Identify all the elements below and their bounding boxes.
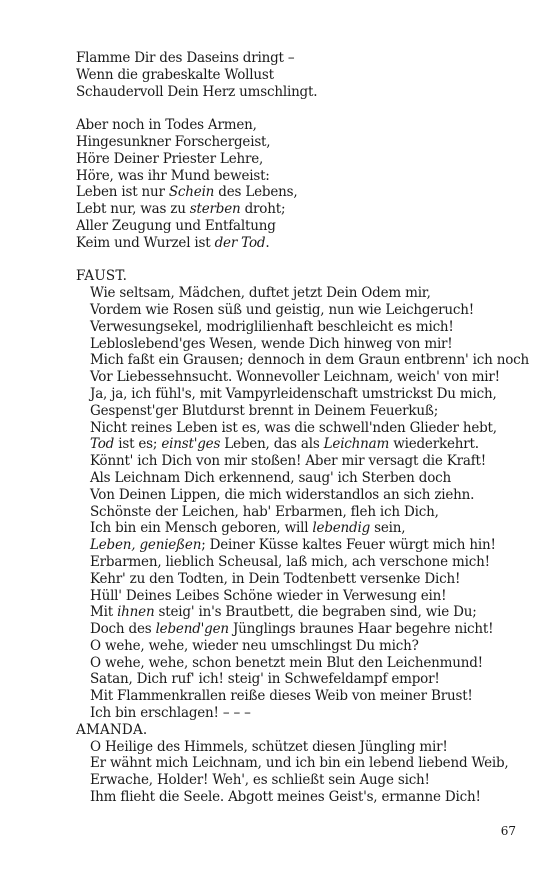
text-line xyxy=(90,386,516,403)
text-segment: Hüll' Deines Leibes Schöne wieder in Verwesung ein! xyxy=(90,587,447,604)
text-line xyxy=(90,403,516,420)
text-line xyxy=(76,151,516,168)
text-line xyxy=(90,621,516,638)
italic-text: lebend'gen xyxy=(155,621,229,638)
text-segment: wiederkehrt. xyxy=(389,436,479,453)
text-segment: Schönste der Leichen, hab' Erbarmen, fleh ich Dich, xyxy=(90,503,439,520)
text-segment: Lebloslebend'ges Wesen, wende Dich hinweg von mir! xyxy=(90,335,453,352)
text-segment: Ja, ja, ich fühl's, mit Vampyrleidenschaft umstrickst Du mich, xyxy=(90,385,497,402)
text-line xyxy=(90,537,516,554)
text-segment: ; Deiner Küsse kaltes Feuer würgt mich hin! xyxy=(201,537,496,554)
page-text xyxy=(76,50,530,806)
text-segment: ist es; xyxy=(114,436,162,453)
text-line xyxy=(90,705,516,722)
text-line xyxy=(90,420,516,437)
text-line xyxy=(90,739,516,756)
text-segment: Verwesungsekel, modriglilienhaft beschleicht es mich! xyxy=(90,318,454,335)
italic-text: der Tod xyxy=(214,234,266,251)
text-line xyxy=(76,201,516,218)
text-segment: Höre Deiner Priester Lehre, xyxy=(76,150,264,167)
italic-text: Leben, genießen xyxy=(90,537,202,554)
text-line xyxy=(90,638,516,655)
text-segment: O wehe, wehe, wieder neu umschlingst Du mich? xyxy=(90,637,419,654)
text-segment: Erbarmen, lieblich Scheusal, laß mich, ach verschone mich! xyxy=(90,553,490,570)
text-line xyxy=(90,688,516,705)
text-segment: O wehe, wehe, schon benetzt mein Blut den Leichenmund! xyxy=(90,654,483,671)
text-segment: Aber noch in Todes Armen, xyxy=(76,117,257,134)
stanza-gap xyxy=(76,100,516,117)
text-segment: Doch des xyxy=(90,621,156,638)
text-line xyxy=(90,369,516,386)
text-line xyxy=(90,336,516,353)
text-segment: Lebt nur, was zu xyxy=(76,201,190,218)
amanda-speech xyxy=(76,739,516,806)
text-line xyxy=(90,302,516,319)
text-line xyxy=(90,655,516,672)
text-segment: Ich bin ein Mensch geboren, will xyxy=(90,520,313,537)
text-segment: des Lebens, xyxy=(214,184,298,201)
italic-text: Leichnam xyxy=(323,436,390,453)
text-segment: Er wähnt mich Leichnam, und ich bin ein lebend liebend Weib, xyxy=(90,755,509,772)
text-segment: Kehr' zu den Todten, in Dein Todtenbett versenke Dich! xyxy=(90,570,461,587)
text-line xyxy=(90,789,516,806)
stanza-gap xyxy=(76,252,516,269)
faust-speech xyxy=(76,285,530,722)
text-segment: Ich bin erschlagen! – – – xyxy=(90,705,251,722)
text-line xyxy=(90,453,516,470)
text-line xyxy=(90,319,516,336)
text-segment: Keim und Wurzel ist xyxy=(76,234,215,251)
text-segment: Flamme Dir des Daseins dringt – xyxy=(76,50,295,66)
text-line xyxy=(76,50,516,67)
text-segment: Mit Flammenkrallen reiße dieses Weib von meiner Brust! xyxy=(90,688,473,705)
italic-text: lebendig xyxy=(312,520,371,537)
text-segment: Leben, das als xyxy=(220,436,324,453)
text-segment: Von Deinen Lippen, die mich widerstandlos an sich ziehn. xyxy=(90,486,475,503)
text-segment: Aller Zeugung und Entfaltung xyxy=(76,217,276,234)
text-line xyxy=(90,352,530,369)
text-line xyxy=(90,554,516,571)
text-segment: Ihm flieht die Seele. Abgott meines Geist's, ermanne Dich! xyxy=(90,789,481,806)
text-segment: droht; xyxy=(240,201,286,218)
text-segment: Wenn die grabeskalte Wollust xyxy=(76,66,274,83)
text-segment: Als Leichnam Dich erkennend, saug' ich Sterben doch xyxy=(90,469,451,486)
italic-text: Schein xyxy=(168,184,215,201)
text-segment: Gespenst'ger Blutdurst brennt in Deinem Feuerkuß; xyxy=(90,402,439,419)
text-line xyxy=(76,117,516,134)
poem-end xyxy=(76,50,516,100)
text-segment: Hingesunkner Forschergeist, xyxy=(76,133,271,150)
text-segment: Jünglings braunes Haar begehre nicht! xyxy=(228,621,494,638)
text-segment: Vor Liebessehnsucht. Wonnevoller Leichnam, weich' von mir! xyxy=(90,369,500,386)
text-segment: steig' in's Brautbett, die begraben sind, wie Du; xyxy=(154,604,477,621)
text-segment: Könnt' ich Dich von mir stoßen! Aber mir versagt die Kraft! xyxy=(90,453,486,470)
text-line xyxy=(76,134,516,151)
italic-text: ihnen xyxy=(117,604,155,621)
text-segment: Schaudervoll Dein Herz umschlingt. xyxy=(76,83,318,100)
text-line xyxy=(90,571,516,588)
text-segment: Erwache, Holder! Weh', es schließt sein Auge sich! xyxy=(90,772,430,789)
text-line xyxy=(76,84,516,101)
text-line xyxy=(90,487,516,504)
text-line xyxy=(90,772,516,789)
text-line xyxy=(76,184,516,201)
speaker-amanda: AMANDA. xyxy=(76,721,148,738)
text-line xyxy=(90,285,516,302)
text-segment: sein, xyxy=(370,520,406,537)
text-line xyxy=(76,218,516,235)
text-line xyxy=(90,504,516,521)
italic-text: einst'ges xyxy=(161,436,221,453)
text-segment: Satan, Dich ruf' ich! steig' in Schwefeldampf empor! xyxy=(90,671,440,688)
italic-text: Tod xyxy=(90,436,115,453)
text-line xyxy=(90,588,516,605)
text-line xyxy=(76,235,516,252)
page-number: 67 xyxy=(500,824,516,838)
text-segment: . xyxy=(265,234,270,251)
text-segment: Nicht reines Leben ist es, was die schwell'nden Glieder hebt, xyxy=(90,419,497,436)
text-segment: Vordem wie Rosen süß und geistig, nun wie Leichgeruch! xyxy=(90,301,474,318)
text-line xyxy=(90,470,516,487)
text-segment: O Heilige des Himmels, schützet diesen Jüngling mir! xyxy=(90,738,448,755)
text-line xyxy=(76,67,516,84)
italic-text: sterben xyxy=(189,201,241,218)
text-segment: Wie seltsam, Mädchen, duftet jetzt Dein Odem mir, xyxy=(90,285,431,302)
text-segment: Mit xyxy=(90,604,118,621)
speaker-faust: FAUST. xyxy=(76,268,128,285)
text-segment: Leben ist nur xyxy=(76,184,169,201)
text-line xyxy=(90,436,516,453)
poem-stanza xyxy=(76,117,516,251)
text-segment: Höre, was ihr Mund beweist: xyxy=(76,167,270,184)
text-line xyxy=(90,671,516,688)
text-segment: Mich faßt ein Grausen; dennoch in dem Graun entbrenn' ich noch xyxy=(90,352,530,369)
text-line xyxy=(90,755,516,772)
text-line xyxy=(76,168,516,185)
text-line xyxy=(90,604,516,621)
text-line xyxy=(90,520,516,537)
